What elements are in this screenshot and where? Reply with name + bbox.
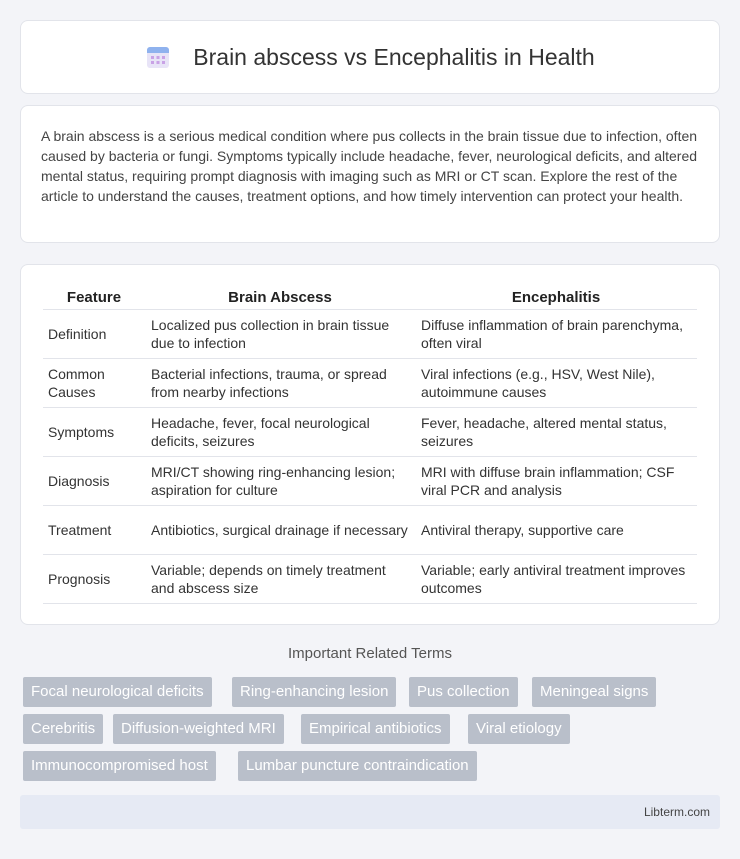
row-encephalitis: Diffuse inflammation of brain parenchyma, often viral (415, 310, 697, 359)
row-brain-abscess: Antibiotics, surgical drainage if necessary (145, 506, 415, 555)
header-brain-abscess: Brain Abscess (145, 285, 415, 310)
row-encephalitis: Variable; early antiviral treatment improves outcomes (415, 555, 697, 604)
related-term-tag[interactable]: Pus collection (409, 677, 518, 707)
row-encephalitis: MRI with diffuse brain inflammation; CSF viral PCR and analysis (415, 457, 697, 506)
row-encephalitis: Viral infections (e.g., HSV, West Nile), autoimmune causes (415, 359, 697, 408)
related-term-tag[interactable]: Lumbar puncture contraindication (238, 751, 477, 781)
table-row (43, 506, 697, 555)
table-row (43, 408, 697, 457)
row-feature: Diagnosis (43, 457, 145, 506)
related-term-tag[interactable]: Empirical antibiotics (301, 714, 450, 744)
related-term-tag[interactable]: Meningeal signs (532, 677, 656, 707)
related-term-tag[interactable]: Immunocompromised host (23, 751, 216, 781)
intro-card (20, 105, 720, 243)
row-brain-abscess: Bacterial infections, trauma, or spread from nearby infections (145, 359, 415, 408)
table-row (43, 555, 697, 604)
related-term-tag[interactable]: Focal neurological deficits (23, 677, 212, 707)
row-encephalitis: Fever, headache, altered mental status, seizures (415, 408, 697, 457)
header-feature: Feature (43, 285, 145, 310)
row-feature: Definition (43, 310, 145, 359)
row-brain-abscess: MRI/CT showing ring-enhancing lesion; aspiration for culture (145, 457, 415, 506)
footer (20, 795, 720, 829)
table-row (43, 359, 697, 408)
title-card (20, 20, 720, 94)
row-feature: Treatment (43, 506, 145, 555)
footer-brand[interactable]: Libterm.com (643, 805, 710, 819)
table-row (43, 457, 697, 506)
related-terms-title: Important Related Terms (288, 645, 452, 662)
table-row (43, 310, 697, 359)
calendar-icon (145, 44, 171, 70)
related-term-tag[interactable]: Diffusion-weighted MRI (113, 714, 284, 744)
row-feature: Prognosis (43, 555, 145, 604)
related-term-tag[interactable]: Cerebritis (23, 714, 103, 744)
comparison-table (43, 285, 697, 604)
row-brain-abscess: Headache, fever, focal neurological deficits, seizures (145, 408, 415, 457)
row-encephalitis: Antiviral therapy, supportive care (415, 506, 697, 555)
page-title: Brain abscess vs Encephalitis in Health (193, 43, 595, 70)
row-feature: Common Causes (43, 359, 145, 408)
row-brain-abscess: Variable; depends on timely treatment and abscess size (145, 555, 415, 604)
header-encephalitis: Encephalitis (415, 285, 697, 310)
table-header-row (43, 285, 697, 310)
intro-text: A brain abscess is a serious medical condition where pus collects in the brain tissue due to infection, often caused by bacteria or fungi. Symptoms typically include headache, fever, neurological deficits, and altered mental status, requiring prompt diagnosis with imaging such as MRI or CT scan. Explore the rest of the article to understand the causes, treatment options, and how timely intervention can protect your health. (41, 128, 698, 204)
related-term-tag[interactable]: Viral etiology (468, 714, 570, 744)
related-term-tag[interactable]: Ring-enhancing lesion (232, 677, 396, 707)
row-feature: Symptoms (43, 408, 145, 457)
row-brain-abscess: Localized pus collection in brain tissue due to infection (145, 310, 415, 359)
comparison-table-card (20, 264, 720, 625)
